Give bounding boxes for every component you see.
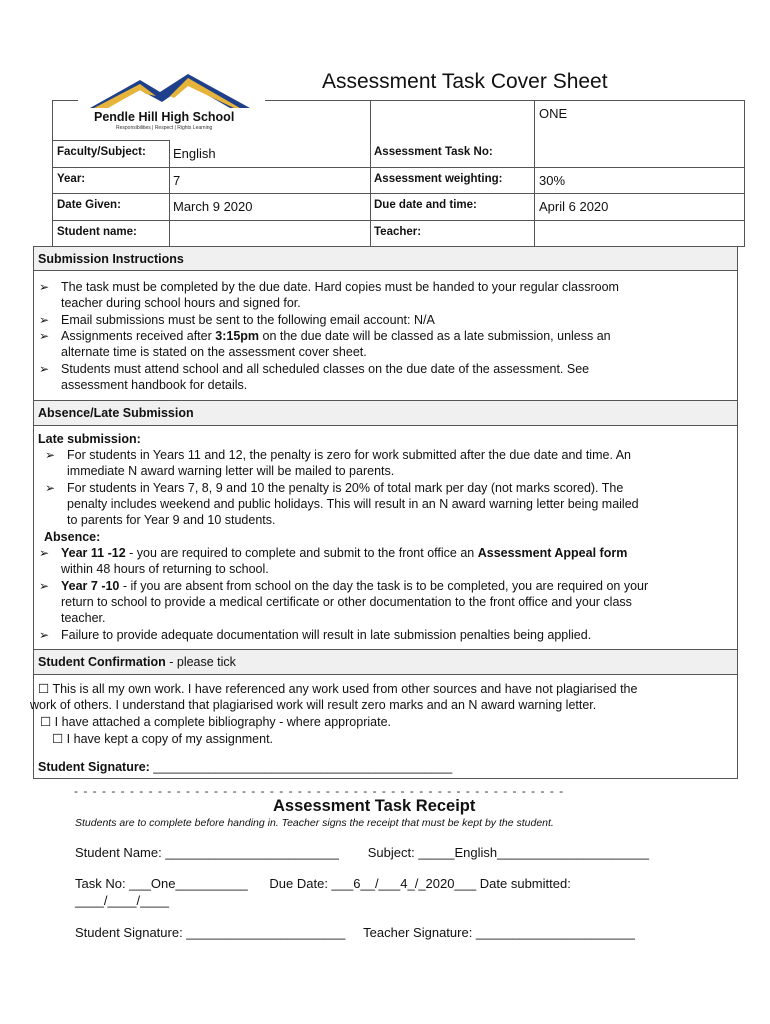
arrow-bullet-icon: ➢	[39, 329, 50, 343]
year-value: 7	[173, 173, 181, 188]
receipt-date-submitted-line[interactable]: ____/____/____	[75, 893, 169, 908]
arrow-bullet-icon: ➢	[39, 579, 50, 593]
submission-b3-bold: 3:15pm	[215, 329, 260, 343]
absence-a2-l2: return to school to provide a medical certificate or other documentation to the front office and your class	[61, 595, 632, 609]
submission-b3-post: on the due date will be classed as a late submission, unless an	[259, 329, 611, 343]
submission-b3-l2: alternate time is stated on the assessment cover sheet.	[61, 345, 367, 359]
receipt-student-subject-line[interactable]: Student Name: ________________________ Subject: _____English_____________________	[75, 845, 649, 860]
table-border	[52, 140, 170, 141]
arrow-bullet-icon: ➢	[39, 546, 50, 560]
confirmation-heading-bold: Student Confirmation	[38, 655, 166, 669]
late-l2-l2: penalty includes weekend and public holidays. This will result in an N award warning letter being mailed	[67, 497, 639, 511]
date-given-label: Date Given:	[57, 199, 121, 211]
confirmation-heading	[34, 649, 737, 675]
table-border	[52, 193, 745, 194]
submission-b1-l2: teacher during school hours and signed for.	[61, 296, 301, 310]
school-name: Pendle Hill High School	[94, 110, 235, 124]
table-border	[52, 100, 78, 101]
table-border	[52, 167, 745, 168]
student-signature-line[interactable]: ___________________________________________	[153, 760, 453, 774]
page-title: Assessment Task Cover Sheet	[322, 70, 608, 93]
instructions-box	[30, 246, 738, 779]
table-border	[169, 140, 170, 246]
confirm-own-work-checkbox[interactable]: ☐ This is all my own work. I have referenced any work used from other sources and have not plagiarised the	[38, 682, 638, 696]
submission-b3-pre: Assignments received after	[61, 329, 216, 343]
late-heading: Late submission:	[38, 432, 141, 446]
late-l2-l1: For students in Years 7, 8, 9 and 10 the penalty is 20% of total mark per day (not marks scored). The	[67, 481, 624, 495]
confirm-bibliography-checkbox[interactable]: ☐ I have attached a complete bibliography - where appropriate.	[40, 715, 391, 729]
confirm-copy-checkbox[interactable]: ☐ I have kept a copy of my assignment.	[52, 732, 274, 746]
weighting-value: 30%	[539, 173, 566, 188]
arrow-bullet-icon: ➢	[39, 280, 50, 294]
school-logo	[52, 70, 270, 145]
faculty-label: Faculty/Subject:	[57, 146, 146, 158]
table-border	[744, 100, 745, 246]
absence-subheading: Absence:	[44, 530, 101, 544]
receipt-title: Assessment Task Receipt	[273, 797, 476, 815]
receipt-signature-line[interactable]: Student Signature: ______________________ Teacher Signature: ______________________	[75, 925, 635, 940]
year-label: Year:	[57, 173, 86, 185]
submission-b4-l1: Students must attend school and all scheduled classes on the due date of the assessment. See	[61, 362, 590, 376]
arrow-bullet-icon: ➢	[39, 628, 50, 642]
table-border	[534, 100, 535, 246]
date-given-value: March 9 2020	[173, 199, 253, 214]
faculty-value: English	[173, 146, 216, 161]
absence-heading: Absence/Late Submission	[34, 400, 737, 426]
due-value: April 6 2020	[539, 199, 609, 214]
submission-b3	[61, 328, 611, 345]
absence-a1-bold2: Assessment Appeal form	[477, 546, 628, 560]
late-l2-l3: to parents for Year 9 and 10 students.	[67, 513, 276, 527]
submission-b2: Email submissions must be sent to the following email account: N/A	[61, 313, 435, 327]
arrow-bullet-icon: ➢	[39, 362, 50, 376]
absence-a2	[61, 578, 648, 595]
confirmation-heading-rest: - please tick	[165, 655, 236, 669]
task-no-value: ONE	[539, 106, 568, 121]
late-l1-l1: For students in Years 11 and 12, the penalty is zero for work submitted after the due date and time. An	[67, 448, 631, 462]
receipt-subtitle: Students are to complete before handing in. Teacher signs the receipt that must be kept by the student.	[75, 817, 554, 829]
absence-a2-bold: Year 7 -10	[61, 579, 120, 593]
school-motto: Responsibilities | Respect | Rights Learning	[116, 125, 213, 131]
receipt-task-due-line[interactable]: Task No: ___One__________ Due Date: ___6__/___4_/_2020___ Date submitted:	[75, 876, 571, 891]
absence-a1-l2: within 48 hours of returning to school.	[61, 562, 269, 576]
submission-heading: Submission Instructions	[34, 247, 737, 271]
arrow-bullet-icon: ➢	[39, 313, 50, 327]
absence-a1-text: - you are required to complete and submit to the front office an	[125, 546, 478, 560]
late-l1-l2: immediate N award warning letter will be mailed to parents.	[67, 464, 395, 478]
arrow-bullet-icon: ➢	[45, 481, 56, 495]
arrow-bullet-icon: ➢	[45, 448, 56, 462]
weighting-label: Assessment weighting:	[374, 173, 503, 185]
table-border	[52, 220, 745, 221]
student-signature-row[interactable]	[38, 759, 452, 776]
teacher-label: Teacher:	[374, 226, 422, 238]
table-border	[52, 100, 53, 246]
absence-a2-text: - if you are absent from school on the day the task is to be completed, you are required on your	[119, 579, 649, 593]
table-border	[370, 100, 371, 246]
cut-line: - - - - - - - - - - - - - - - - - - - - - - - - - - - - - - - - - - - - - - - - - - - - - - - - - - - - -	[74, 784, 565, 798]
absence-a1-bold: Year 11 -12	[61, 546, 126, 560]
confirm-own-work-l2: work of others. I understand that plagiarised work will result zero marks and an N award warning letter.	[30, 698, 597, 712]
absence-a2-l3: teacher.	[61, 611, 106, 625]
mountain-logo-icon	[90, 70, 250, 110]
student-signature-label: Student Signature:	[38, 760, 150, 774]
submission-b1-l1: The task must be completed by the due date. Hard copies must be handed to your regular classroom	[61, 280, 619, 294]
due-label: Due date and time:	[374, 199, 477, 211]
task-no-label: Assessment Task No:	[374, 146, 493, 158]
submission-b4-l2: assessment handbook for details.	[61, 378, 248, 392]
student-name-label: Student name:	[57, 226, 137, 238]
absence-a3: Failure to provide adequate documentation will result in late submission penalties being applied.	[61, 628, 592, 642]
absence-a1	[61, 545, 627, 562]
table-border	[265, 100, 745, 101]
